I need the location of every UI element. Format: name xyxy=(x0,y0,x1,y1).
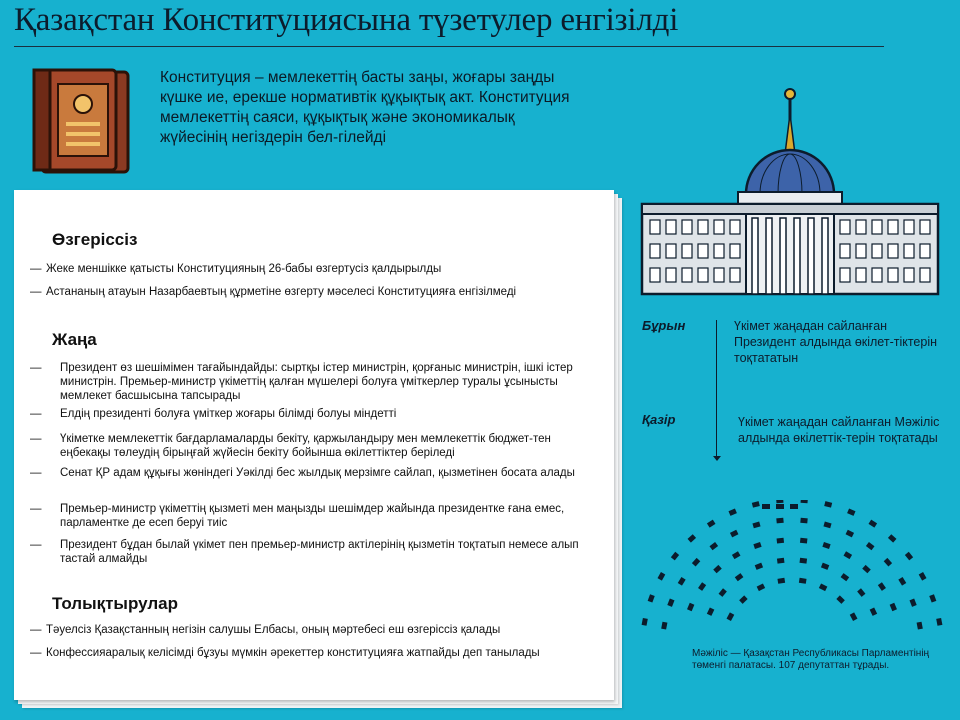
now-text: Үкімет жаңадан сайланған Мәжіліс алдында өкілеттік-терін тоқтатады xyxy=(738,415,940,445)
seat-mark xyxy=(823,522,831,529)
now-label: Қазір xyxy=(642,412,676,427)
seat-mark xyxy=(846,530,854,538)
seat-mark xyxy=(727,612,735,621)
seat-mark xyxy=(752,501,760,508)
seat-mark xyxy=(739,595,748,603)
seat-mark xyxy=(888,534,897,542)
seat-mark xyxy=(732,551,741,559)
list-item: — Конфессияаралық келісімді бұзуы мүмкін әрекеттер конституцияға жатпайды деп танылады xyxy=(30,647,540,659)
presidium-seat-mark xyxy=(776,504,784,509)
seat-mark xyxy=(862,565,871,573)
list-item: — Жеке меншікке қатысты Конституцияның 26-бабы өзгертусіз қалдырылды xyxy=(30,263,442,275)
title-divider xyxy=(14,46,884,47)
seat-mark xyxy=(844,551,853,559)
seat-mark xyxy=(735,573,744,581)
seat-mark xyxy=(661,622,667,630)
seat-mark xyxy=(776,500,783,503)
seat-mark xyxy=(824,501,832,508)
seat-mark xyxy=(909,599,916,607)
intro-text: Конституция – мемлекеттің басты заңы, жоғары заңды күшке ие, ерекше нормативтік құқықтық акт. Конституция мемлекеттің саяси, құқықтық және экономикалық жүйесінің негіздерін бел-гілейді xyxy=(160,69,570,146)
seat-mark xyxy=(905,552,913,561)
presidium-seat-mark xyxy=(790,504,798,509)
seat-mark xyxy=(936,618,942,626)
seat-mark xyxy=(692,558,700,567)
seat-mark xyxy=(753,542,761,549)
seat-mark xyxy=(929,594,936,602)
seat-mark xyxy=(800,558,808,564)
list-item: — Тәуелсіз Қазақстанның негізін салушы Елбасы, оның мәртебесі еш өзгеріссіз қалады xyxy=(30,624,501,636)
seat-mark xyxy=(755,563,763,570)
before-text: Үкімет жаңадан сайланған Президент алдында өкілет-тіктерін тоқтататын xyxy=(734,319,938,365)
presidium-seat-mark xyxy=(762,504,770,509)
seat-mark xyxy=(799,578,807,584)
seat-mark xyxy=(836,595,845,603)
seat-mark xyxy=(878,582,886,591)
section-heading-additions: Толықтырулар xyxy=(52,594,178,613)
seat-mark xyxy=(707,520,716,528)
seat-mark xyxy=(687,603,694,611)
seat-mark xyxy=(847,509,855,516)
timeline-arrow-icon xyxy=(713,456,721,461)
seat-mark xyxy=(917,622,923,630)
seat-mark xyxy=(678,577,686,586)
seat-mark xyxy=(658,572,666,581)
seat-mark xyxy=(671,552,679,561)
seat-mark xyxy=(801,500,808,503)
seat-mark xyxy=(841,573,850,581)
seat-mark xyxy=(777,538,784,544)
seat-mark xyxy=(890,603,897,611)
seat-mark xyxy=(869,520,878,528)
seat-mark xyxy=(719,588,727,597)
seat-mark xyxy=(919,572,927,581)
list-item: — Президент өз шешімімен тағайындайды: сыртқы істер министрін, қорғаныс министрін, ішкі істер министрін. Премьер-министр үкіметтің қалған мүшелері болуға үміткерлер туралы ұсынысты мемлекет басшысына тапсырады xyxy=(30,362,573,402)
section-heading-unchanged: Өзгеріссіз xyxy=(52,230,138,249)
presidential-palace-icon xyxy=(638,84,942,296)
seat-mark xyxy=(822,542,830,549)
before-label: Бұрын xyxy=(642,318,686,333)
seat-mark xyxy=(800,518,807,524)
seat-mark xyxy=(728,509,736,516)
page-title: Қазақстан Конституциясына түзетулер енгізілді xyxy=(14,2,679,38)
seat-mark xyxy=(710,542,719,550)
seat-mark xyxy=(642,618,648,626)
list-item: — Премьер-министр үкіметтің қызметі мен маңызды шешімдер жайында президентке ғана емес, парламентке де есеп беруі тиіс xyxy=(30,503,565,529)
list-item: — Елдің президенті болуға үміткер жоғары білімді болуы міндетті xyxy=(30,408,397,420)
seat-mark xyxy=(821,563,829,570)
list-item: — Президент бұдан былай үкімет пен премьер-министр актілерінің қызметін тоқтатып немесе алып тастай алмайды xyxy=(30,539,579,565)
constitution-book-icon xyxy=(28,64,140,176)
seat-mark xyxy=(730,530,738,538)
seat-mark xyxy=(898,577,906,586)
seat-mark xyxy=(752,522,760,529)
seat-mark xyxy=(819,584,827,592)
timeline-line xyxy=(716,320,717,458)
seat-mark xyxy=(870,607,878,615)
seat-mark xyxy=(648,594,655,602)
seat-mark xyxy=(777,578,785,584)
seat-mark xyxy=(757,584,765,592)
list-item: — Үкіметке мемлекеттік бағдарламаларды бекіту, қаржыландыру мен мемлекеттік бюджет-тен еңбекақы төлеудің бірыңғай жүйесін бекіту бойынша өкілеттіктер беріледі xyxy=(30,433,551,459)
seat-mark xyxy=(857,588,865,597)
seat-mark xyxy=(777,558,785,564)
list-item: — Сенат ҚР адам құқығы жөніндегі Уәкілді бес жылдық мерзімге сайлап, қызметінен босата алады xyxy=(30,467,575,479)
seat-mark xyxy=(713,565,722,573)
seat-mark xyxy=(884,558,892,567)
section-heading-new: Жаңа xyxy=(52,330,97,349)
seat-mark xyxy=(850,612,858,621)
seat-mark xyxy=(707,607,715,615)
parliament-seats-icon xyxy=(634,500,950,630)
seat-mark xyxy=(800,538,807,544)
seat-mark xyxy=(776,518,783,524)
seat-mark xyxy=(688,534,697,542)
seat-mark xyxy=(698,582,706,591)
seat-mark xyxy=(866,542,875,550)
mazhilis-caption: Мәжіліс — Қазақстан Республикасы Парламентінің төменгі палатасы. 107 депутаттан тұрады. xyxy=(692,648,930,671)
seat-mark xyxy=(667,599,674,607)
list-item: — Астананың атауын Назарбаевтың құрметіне өзгерту мәселесі Конституцияға енгізілмеді xyxy=(30,286,517,298)
